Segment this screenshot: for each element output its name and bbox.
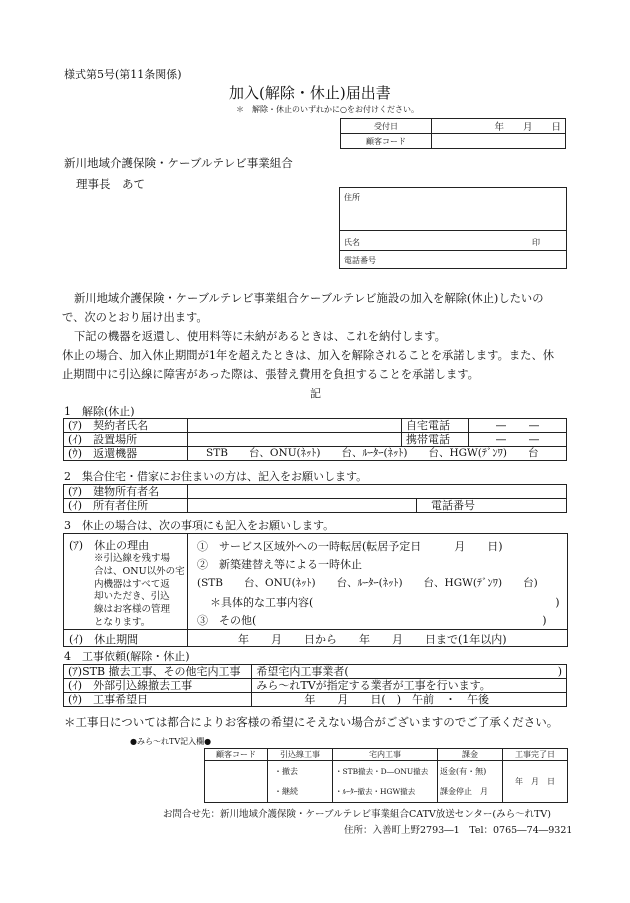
receipt-date-label: 受付日 <box>341 119 432 134</box>
billing-option: 返金(有・無) <box>440 766 487 776</box>
section1-table <box>63 418 567 461</box>
billing-option: 課金停止 月 <box>440 786 488 796</box>
instruction-note: ＊ 解除・休止のいずれかに○をお付けください。 <box>236 105 419 114</box>
seal-label: 印 <box>532 238 540 247</box>
reason-option-2-equipment[interactable]: (STB 台、ONU(ﾈｯﾄ) 台、ﾙｰﾀｰ(ﾈｯﾄ) 台、HGW(ﾃﾞﾝﾜ) 台) <box>197 577 538 589</box>
home-work-option: ・STB撤去・D―ONU撤去 <box>335 766 429 776</box>
owner-phone-label: 電話番号 <box>417 499 567 513</box>
office-header: 引込線工事 <box>268 749 333 761</box>
ki-mark: 記 <box>310 387 321 400</box>
body-line: 下記の機器を返還し、使用料等に未納があるときは、これを納付します。 <box>74 330 446 343</box>
office-use-table <box>204 748 568 803</box>
reason-option-2-detail[interactable]: ＊具体的な工事内容( ) <box>210 596 560 609</box>
suspension-period-row <box>64 629 567 646</box>
owner-address-label: (ｲ) 所有者住所 <box>64 499 188 513</box>
body-line: 新川地域介護保険・ケーブルテレビ事業組合ケーブルテレビ施設の加入を解除(休止)したいの <box>74 292 544 305</box>
form-number: 様式第5号(第11条関係) <box>64 68 182 81</box>
addressee-org: 新川地域介護保険・ケーブルテレビ事業組合 <box>64 156 293 170</box>
home-work-option: ・ﾙｰﾀｰ撤去・HGW撤去 <box>335 786 416 796</box>
body-line: 止期間中に引込線に障害があった際は、張替え費用を負担することを承諾します。 <box>62 368 479 381</box>
external-line-field: みら～れTVが指定する業者が工事を行います。 <box>252 679 567 693</box>
address-label: 住所 <box>344 193 360 202</box>
note-line: 線はお客様の管理 <box>94 604 171 616</box>
section1-heading: 1 解除(休止) <box>64 405 135 418</box>
receipt-table <box>340 118 566 149</box>
owner-name-label: (ｱ) 建物所有者名 <box>64 485 188 499</box>
note-line: 却いただき、引込 <box>94 591 170 603</box>
section4-table <box>63 664 567 707</box>
suspension-period-label: (ｲ) 休止期間 <box>69 633 139 646</box>
body-line: で、次のとおり届け出ます。 <box>62 311 208 324</box>
applicant-box <box>339 187 567 269</box>
office-header: 課金 <box>438 749 503 761</box>
customer-code-label: 顧客コード <box>341 134 432 149</box>
office-use-label: ●みら～れTV記入欄● <box>130 737 212 746</box>
install-location-field[interactable] <box>188 433 402 447</box>
office-header: 顧客コード <box>205 749 268 761</box>
phone-field[interactable] <box>340 251 566 268</box>
name-field[interactable] <box>340 231 566 251</box>
line-work-option: ・撤去 <box>274 766 298 776</box>
contact-footer: お問合せ先：新川地域介護保険・ケーブルテレビ事業組合CATV放送センター(みら～れTV) <box>163 809 551 820</box>
customer-code-field[interactable] <box>432 134 566 149</box>
office-line-work[interactable] <box>268 761 333 803</box>
line-work-option: ・継続 <box>274 786 298 796</box>
office-billing[interactable] <box>438 761 503 803</box>
home-tel-label: 自宅電話 <box>402 419 469 433</box>
suspension-reason-cell <box>64 534 188 629</box>
owner-name-field[interactable] <box>188 485 567 499</box>
suspension-period-field[interactable]: 年 月 日から 年 月 日まで(1年以内) <box>238 633 507 646</box>
office-completion-date[interactable]: 年 月 日 <box>503 761 568 803</box>
name-label: 氏名 <box>344 238 360 247</box>
mobile-tel-field[interactable]: — — <box>469 433 567 447</box>
office-home-work[interactable] <box>333 761 438 803</box>
reason-option-2[interactable]: ② 新築建替え等による一時休止 <box>197 558 362 571</box>
return-equipment-field[interactable]: STB 台、ONU(ﾈｯﾄ) 台、ﾙｰﾀｰ(ﾈｯﾄ) 台、HGW(ﾃﾞﾝﾜ) 台 <box>188 447 567 461</box>
reason-option-3[interactable]: ③ その他( ) <box>197 614 547 627</box>
work-date-label: (ｳ) 工事希望日 <box>64 693 252 707</box>
office-customer-code[interactable] <box>205 761 268 803</box>
section2-table <box>63 484 567 513</box>
mobile-tel-label: 携帯電話 <box>402 433 469 447</box>
contractor-name-label: (ｱ) 契約者氏名 <box>64 419 188 433</box>
section3-heading: 3 休止の場合は、次の事項にも記入をお願いします。 <box>64 519 335 532</box>
period-label-cell <box>64 630 188 646</box>
install-location-label: (ｲ) 設置場所 <box>64 433 188 447</box>
office-header: 工事完了日 <box>503 749 568 761</box>
suspension-note <box>94 553 185 630</box>
stb-removal-label: (ｱ)STB 撤去工事、その他宅内工事 <box>64 665 252 679</box>
phone-label: 電話番号 <box>344 256 376 265</box>
return-equipment-label: (ｳ) 返還機器 <box>64 447 188 461</box>
note-line: ※引込線を残す場 <box>94 553 171 564</box>
reason-option-1[interactable]: ① サービス区域外への一時転居(転居予定日 月 日) <box>197 540 503 553</box>
section4-heading: 4 工事依頼(解除・休止) <box>64 650 190 663</box>
suspension-reason-label: (ｱ) 休止の理由 <box>69 539 150 552</box>
note-line: 合は、ONU以外の宅 <box>94 565 185 577</box>
address-field[interactable] <box>340 188 566 231</box>
receipt-date-field[interactable]: 年 月 日 <box>432 119 566 134</box>
form-title: 加入(解除・休止)届出書 <box>229 84 391 102</box>
stb-removal-field[interactable]: 希望宅内工事業者( ) <box>252 665 567 679</box>
body-line: 休止の場合、加入休止期間が1年を超えたときは、加入を解除されることを承諾します。また、休 <box>62 349 555 362</box>
owner-address-field[interactable] <box>188 499 417 513</box>
external-line-label: (ｲ) 外部引込線撤去工事 <box>64 679 252 693</box>
contractor-name-field[interactable] <box>188 419 402 433</box>
work-date-field[interactable]: 年 月 日( ) 午前 ・ 午後 <box>252 693 567 707</box>
office-header: 宅内工事 <box>333 749 438 761</box>
work-date-note: ＊工事日については都合によりお客様の希望にそえない場合がございますのでご了承ください。 <box>64 715 559 729</box>
section3-box <box>63 533 568 647</box>
note-line: 内機器はすべて返 <box>94 578 170 590</box>
section2-heading: 2 集合住宅・借家にお住まいの方は、記入をお願いします。 <box>64 470 368 483</box>
address-footer: 住所：入善町上野2793―1 Tel：0765―74―9321 <box>344 825 573 836</box>
home-tel-field[interactable]: — — <box>469 419 567 433</box>
addressee-person: 理事長 あて <box>76 177 145 191</box>
note-line: となります。 <box>94 616 151 628</box>
